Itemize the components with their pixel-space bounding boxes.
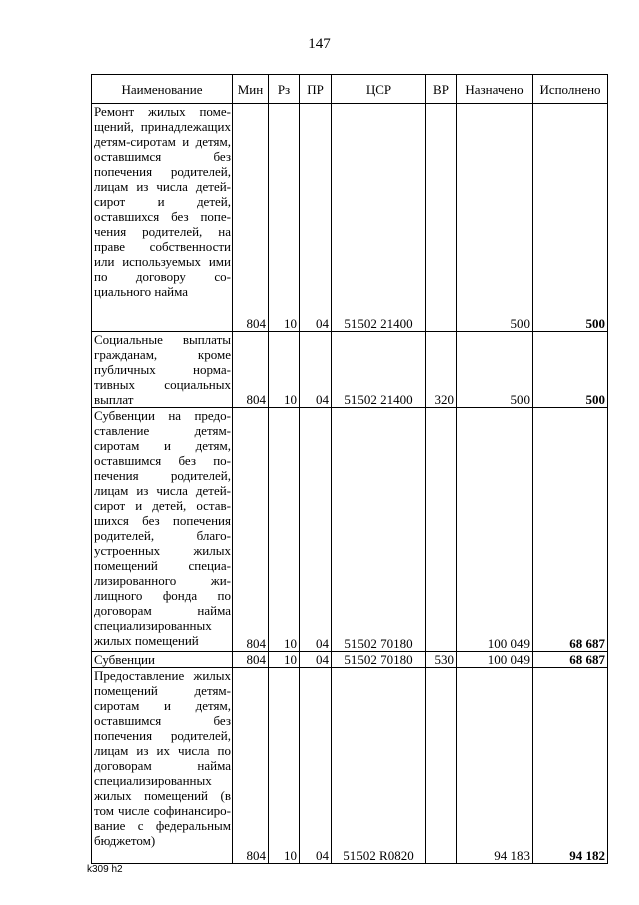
row-rz: 10 — [269, 652, 300, 668]
row-assigned: 500 — [457, 104, 533, 332]
row-executed: 68 687 — [533, 408, 608, 652]
table-row — [92, 332, 608, 408]
row-csr: 51502 21400 — [332, 332, 426, 408]
row-vr — [426, 408, 457, 652]
row-name: Субвенции — [92, 652, 233, 668]
row-pr: 04 — [300, 104, 332, 332]
row-pr: 04 — [300, 408, 332, 652]
row-csr: 51502 70180 — [332, 652, 426, 668]
row-pr: 04 — [300, 652, 332, 668]
footer-code: k309 h2 — [87, 864, 123, 875]
page-number: 147 — [308, 36, 331, 52]
row-assigned: 100 049 — [457, 408, 533, 652]
row-csr: 51502 21400 — [332, 104, 426, 332]
row-executed: 500 — [533, 104, 608, 332]
row-vr: 320 — [426, 332, 457, 408]
row-executed: 500 — [533, 332, 608, 408]
row-min: 804 — [233, 652, 269, 668]
row-min: 804 — [233, 104, 269, 332]
row-rz: 10 — [269, 104, 300, 332]
header-name: Наименование — [92, 75, 233, 104]
row-executed: 68 687 — [533, 652, 608, 668]
header-csr: ЦСР — [332, 75, 426, 104]
table-row — [92, 652, 608, 668]
row-csr: 51502 R0820 — [332, 668, 426, 864]
budget-table — [91, 74, 608, 864]
row-min: 804 — [233, 668, 269, 864]
row-pr: 04 — [300, 332, 332, 408]
row-name: Ремонт жилых помещений, принадлежащих детям-сиротам и детям, оставшимся без попечения родителей, лицам из числа детей-сирот и детей, оставшихся без попечения родителей, на праве собственности или используемых ими по договору социального найма — [92, 104, 233, 332]
row-assigned: 500 — [457, 332, 533, 408]
table-row — [92, 104, 608, 332]
row-executed: 94 182 — [533, 668, 608, 864]
row-name: Субвенции на предоставление детям-сиротам и детям, оставшимся без попечения родителей, лицам из числа детей-сирот и детей, оставшихся без попечения родителей, благоустроенных жилых помещений специализированного жилищного фонда по договорам найма специализированных жилых помещений — [92, 408, 233, 652]
table-header-row — [92, 75, 608, 104]
row-min: 804 — [233, 408, 269, 652]
row-pr: 04 — [300, 668, 332, 864]
row-assigned: 94 183 — [457, 668, 533, 864]
row-vr: 530 — [426, 652, 457, 668]
row-name: Предоставление жилых помещений детям-сиротам и детям, оставшимся без попечения родителей, лицам из их числа по договорам найма специализированных жилых помещений (в том числе софинансирование с федеральным бюджетом) — [92, 668, 233, 864]
row-rz: 10 — [269, 408, 300, 652]
table-row — [92, 668, 608, 864]
row-csr: 51502 70180 — [332, 408, 426, 652]
row-rz: 10 — [269, 668, 300, 864]
row-vr — [426, 668, 457, 864]
header-vr: ВР — [426, 75, 457, 104]
header-pr: ПР — [300, 75, 332, 104]
row-min: 804 — [233, 332, 269, 408]
row-rz: 10 — [269, 332, 300, 408]
table-row — [92, 408, 608, 652]
row-assigned: 100 049 — [457, 652, 533, 668]
header-executed: Исполнено — [533, 75, 608, 104]
header-rz: Рз — [269, 75, 300, 104]
row-vr — [426, 104, 457, 332]
row-name: Социальные выплаты гражданам, кроме публичных нормативных социальных выплат — [92, 332, 233, 408]
header-assigned: Назначено — [457, 75, 533, 104]
header-min: Мин — [233, 75, 269, 104]
